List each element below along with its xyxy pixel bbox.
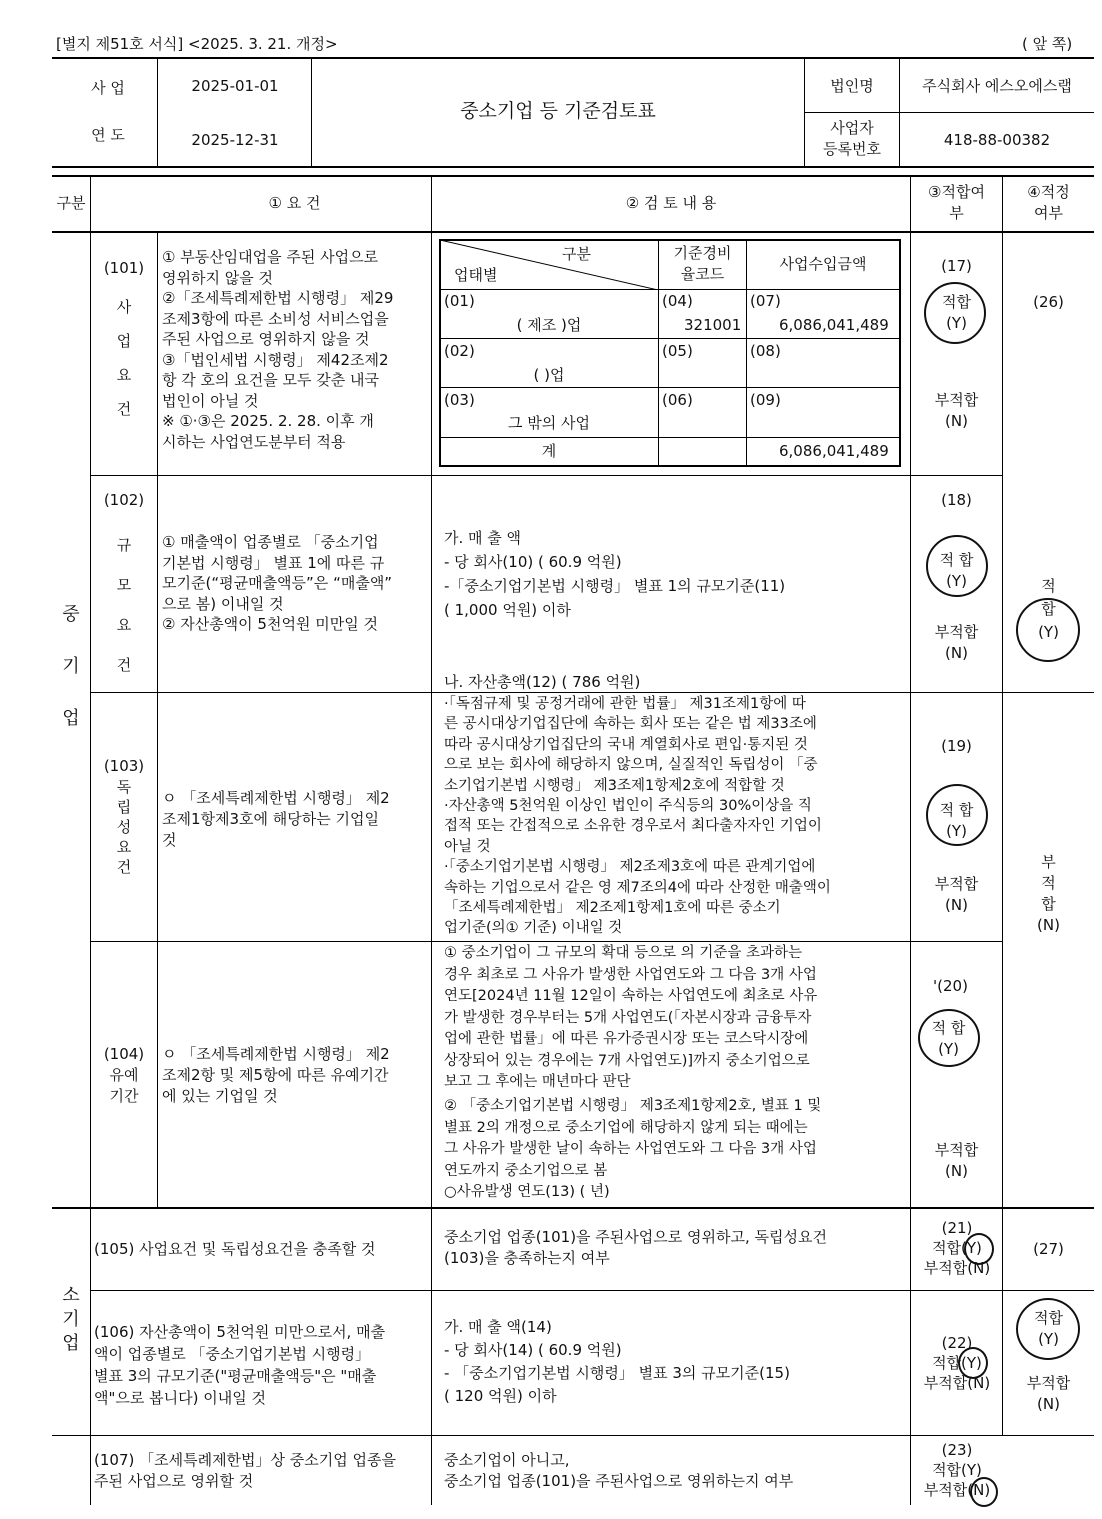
r104-fit-no: '(20) [933, 977, 968, 995]
r103-review: ·「독점규제 및 공정거래에 관한 법률」 제31조제1항에 따 른 공시대상기업집단에 속하는 회사 또는 같은 법 제33조에 따라 공시대상기업집단의 국내 계열회사로 편입·통지된 것 으로 보는 회사에 해당하지 않으며, 실질적인 독립성이 「중 소기업기본법 시행령」 제3조제1항제2호에 적합할 것 ·자산총액 5천억원 이상인 법인이 주식등의 30%이상을 직 접적 또는 간접적으로 소유한 경우로서 최다출자자인 기업이 아닐 것 ·「중소기업기본법 시행령」 제2조제3호에 따른 관계기업에 속하는 기업으로서 같은 영 제7조의4에 따라 산정한 매출액이 「조세특례제한법」 제2조제1항제1호에 따른 중소기 업기준(의① 기준) 이내일 것 [444, 696, 831, 937]
selected-circle-mark [924, 282, 986, 344]
r105-proper-no: (27) [1033, 1240, 1064, 1258]
section-sme: 중 기 업 [62, 604, 80, 729]
tbl-code-header: 기준경비 율코드 [673, 244, 732, 283]
r104-no: (104) [103, 1045, 145, 1063]
r106-requirement: (106) 자산총액이 5천억원 미만으로서, 매출 액이 업종별로 「중소기업기본법 시행령」 별표 3의 규모기준("평균매출액등"은 "매출 액"으로 봅니다) 이내일 것 [94, 1323, 386, 1407]
r106-review: 가. 매 출 액(14) - 당 회사(14) ( 60.9 억원) - 「중소기업기본법 시행령」 별표 3의 규모기준(15) ( 120 억원) 이하 [444, 1318, 790, 1405]
selected-circle-mark [970, 1477, 998, 1507]
row1-amount: 6,086,041,489 [779, 316, 889, 334]
col-requirement: ① 요 건 [268, 194, 321, 212]
row1-code-no: (04) [662, 292, 693, 310]
row2-no: (02) [444, 342, 475, 360]
r101-no: (101) [103, 259, 145, 277]
corp-name: 주식회사 에스오에스랩 [922, 77, 1072, 95]
rule-top [52, 57, 1094, 59]
r101-requirement: ① 부동산임대업을 주된 사업으로 영위하지 않을 것 ②「조세특례제한법 시행령」 제29 조제3항에 따른 소비성 서비스업을 주된 사업으로 영위하지 않을 것 ③「법인세법 시행령」 제42조제2 항 각 호의 요건을 모두 갖춘 내국 법인이 아닐 것 ※ ①·③은 2025. 2. 28. 이후 개 시하는 사업연도분부터 적용 [162, 248, 394, 451]
rule-header-bottom [52, 166, 1094, 168]
r105-review: 중소기업 업종(101)을 주된사업으로 영위하고, 독립성요건 (103)을 충족하는지 여부 [444, 1228, 827, 1267]
r101-fit-no-label: 부적합 (N) [934, 391, 979, 430]
row1-industry: ( 제조 )업 [516, 316, 582, 334]
section-small: 소 기 업 [62, 1285, 80, 1354]
r102-no: (102) [103, 491, 145, 509]
r104-review-1: ① 중소기업이 그 규모의 확대 등으로 의 기준을 초과하는 경우 최초로 그 사유가 발생한 사업연도와 그 다음 3개 사업 연도[2024년 11월 12일이 속하는 사업연도에 최초로 사유 가 발생한 경우부터는 5개 사업연도(「자본시장과 금융투자 업에 관한 법률」에 따른 유가증권시장 또는 코스닥시장에 상장되어 있는 경우에는 7개 사업연도)]까지 중소기업으로 보고 그 후에는 매년마다 판단 [444, 945, 818, 1090]
row3-amount-no: (09) [750, 391, 781, 409]
rule-mid [804, 112, 1094, 113]
r103-name: 독 립 성 요 건 [116, 778, 132, 876]
r103-no: (103) [103, 757, 145, 775]
year-end: 2025-12-31 [191, 131, 279, 149]
r103-104-proper-no: 부 적 합 (N) [1037, 853, 1060, 934]
r106-fit: (22) 적합(Y) 부적합(N) [923, 1334, 991, 1392]
year-label-1: 사 업 [91, 79, 125, 97]
r101-fit-yes: 적합 (Y) [942, 293, 971, 332]
total-amount: 6,086,041,489 [779, 442, 889, 460]
tbl-diag-top: 구분 [562, 245, 591, 263]
selected-circle-mark [964, 1233, 994, 1265]
r104-review-2: ② 「중소기업기본법 시행령」 제3조제1항제2호, 별표 1 및 별표 2의 개정으로 중소기업에 해당하지 않게 되는 때에는 그 사유가 발생한 날이 속하는 사업연도와 그 다음 3개 사업 연도까지 중소기업으로 봄 ○사유발생 연도(13) ( 년) [444, 1098, 822, 1200]
row2-amount-no: (08) [750, 342, 781, 360]
tbl-diag-bottom: 업태별 [454, 266, 498, 284]
r101-fit-no: (17) [941, 257, 972, 275]
r104-fit-no-label: 부적합 (N) [934, 1141, 979, 1180]
biz-no: 418-88-00382 [943, 131, 1051, 149]
selected-circle-mark [926, 784, 988, 846]
row3-code-no: (06) [662, 391, 693, 409]
r107-review: 중소기업이 아니고, 중소기업 업종(101)을 주된사업으로 영위하는지 여부 [444, 1451, 794, 1490]
r105-requirement: (105) 사업요건 및 독립성요건을 충족할 것 [94, 1240, 376, 1258]
col-fit: ③적합여 부 [928, 183, 985, 222]
document-title: 중소기업 등 기준검토표 [460, 100, 656, 122]
corp-name-label: 법인명 [830, 77, 874, 95]
col-gubun: 구분 [56, 194, 86, 212]
selected-circle-mark [926, 535, 988, 597]
year-start: 2025-01-01 [191, 77, 279, 95]
col-proper: ④적정 여부 [1027, 183, 1070, 222]
r103-fit-yes: 적 합 (Y) [939, 801, 974, 840]
row1-code: 321001 [684, 316, 742, 334]
selected-circle-mark [1016, 598, 1080, 662]
r102-fit-yes: 적 합 (Y) [939, 551, 974, 590]
r104-fit-yes: 적 합 (Y) [931, 1019, 966, 1058]
r102-requirement: ① 매출액이 업종별로 「중소기업 기본법 시행령」 별표 1에 따른 규 모기준(“평균매출액등”은 “매출액” 으로 봄) 이내일 것 ② 자산총액이 5천억원 미만일 것 [162, 533, 393, 633]
r106-proper-yes: 적합 (Y) [1034, 1309, 1063, 1348]
row3-industry: 그 밖의 사업 [508, 414, 590, 432]
row2-industry: ( )업 [533, 366, 565, 384]
r104-requirement: ㅇ 「조세특례제한법 시행령」 제2 조제2항 및 제5항에 따른 유예기간 에 있는 기업일 것 [162, 1045, 390, 1105]
total-label: 계 [541, 442, 557, 460]
r101-proper-no: (26) [1033, 293, 1064, 311]
r103-fit-no: (19) [941, 737, 972, 755]
row1-no: (01) [444, 292, 475, 310]
r102-proper-yes: 적 합 (Y) [1038, 577, 1059, 641]
col-review: ② 검 토 내 용 [625, 194, 717, 212]
selected-circle-mark [1016, 1298, 1080, 1360]
selected-circle-mark [918, 1009, 980, 1067]
form-number: [별지 제51호 서식] <2025. 3. 21. 개정> [56, 35, 338, 53]
r102-name: 규 모 요 건 [116, 536, 132, 674]
r102-review: 가. 매 출 액 - 당 회사(10) ( 60.9 억원) -「중소기업기본법 시행령」 별표 1의 규모기준(11) ( 1,000 억원) 이하 나. 자산총액(12) ( 786 억원) [444, 529, 786, 691]
r102-fit-no: (18) [941, 491, 972, 509]
r104-name: 유예 기간 [109, 1066, 139, 1105]
tbl-amount-header: 사업수입금액 [779, 255, 867, 273]
r107-fit: (23) 적합(Y) 부적합(N) [923, 1441, 991, 1499]
year-label-2: 연 도 [91, 126, 125, 144]
r106-proper-no-label: 부적합 (N) [1026, 1374, 1071, 1413]
r105-fit: (21) 적합(Y) 부적합(N) [923, 1219, 991, 1277]
row3-no: (03) [444, 391, 475, 409]
r103-fit-no-label: 부적합 (N) [934, 875, 979, 914]
page-side: ( 앞 쪽) [1022, 35, 1073, 53]
r102-fit-no-label: 부적합 (N) [934, 623, 979, 662]
biz-no-label: 사업자 등록번호 [823, 119, 881, 158]
r103-requirement: ㅇ 「조세특례제한법 시행령」 제2 조제1항제3호에 해당하는 기업일 것 [162, 789, 390, 849]
r107-requirement: (107) 「조세특례제한법」상 중소기업 업종을 주된 사업으로 영위할 것 [94, 1451, 396, 1490]
rule-table-top [52, 175, 1094, 177]
row2-code-no: (05) [662, 342, 693, 360]
selected-circle-mark [958, 1347, 988, 1379]
r101-name: 사 업 요 건 [116, 298, 132, 418]
row1-amount-no: (07) [750, 292, 781, 310]
